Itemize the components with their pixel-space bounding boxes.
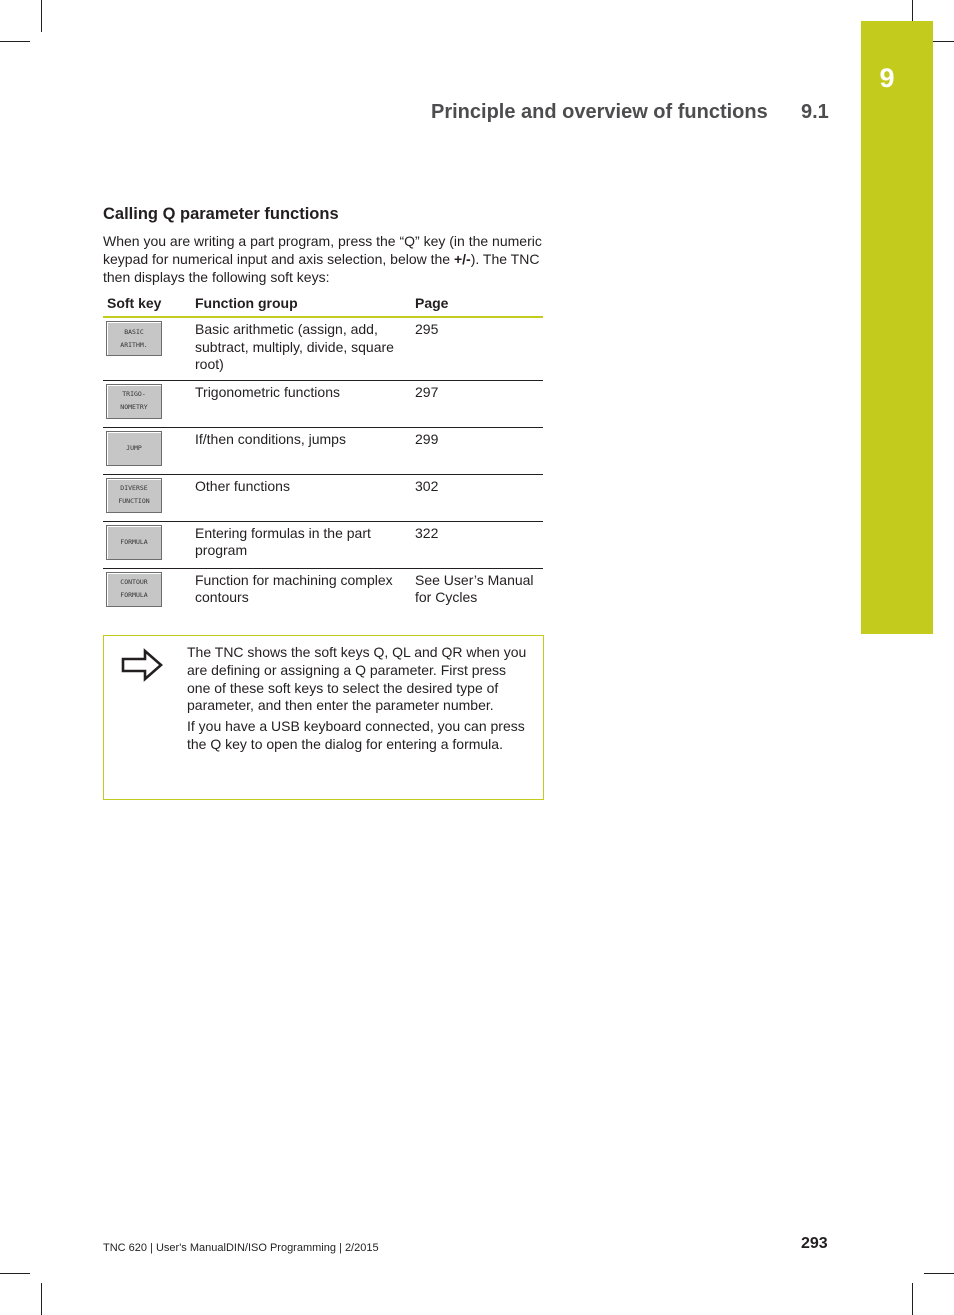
function-group-cell: Entering formulas in the part program <box>191 521 411 568</box>
softkey-table <box>103 293 543 638</box>
running-header-number: 9.1 <box>801 101 829 123</box>
table-row <box>103 380 543 427</box>
softkey-jump: JUMP <box>106 431 162 466</box>
column-header-function-group: Function group <box>191 293 411 317</box>
page-cell: 297 <box>411 380 543 427</box>
table-row <box>103 427 543 474</box>
softkey-contour-formula: CONTOUR FORMULA <box>106 572 162 607</box>
table-row <box>103 474 543 521</box>
table-row <box>103 521 543 568</box>
page-cell: 295 <box>411 317 543 380</box>
page-cell: 302 <box>411 474 543 521</box>
softkey-formula: FORMULA <box>106 525 162 560</box>
crop-mark <box>0 41 30 42</box>
table-row <box>103 568 543 638</box>
crop-mark <box>924 1273 954 1274</box>
intro-text-before: When you are writing a part program, press the “Q” key (in the numeric keypad for numerical input and axis selection, below the <box>103 233 542 267</box>
footer-text: TNC 620 | User's ManualDIN/ISO Programming | 2/2015 <box>103 1242 379 1254</box>
intro-text-after: ). The TNC then displays the following soft keys: <box>103 251 540 285</box>
column-header-soft-key: Soft key <box>103 293 191 317</box>
page-cell: 299 <box>411 427 543 474</box>
page-cell: 322 <box>411 521 543 568</box>
softkey-diverse-function: DIVERSE FUNCTION <box>106 478 162 513</box>
note-paragraph: If you have a USB keyboard connected, you can press the Q key to open the dialog for entering a formula. <box>187 718 525 752</box>
function-group-cell: Trigonometric functions <box>191 380 411 427</box>
intro-paragraph <box>103 232 543 286</box>
table-header-row <box>103 293 543 317</box>
crop-mark <box>41 0 42 32</box>
function-group-cell: Function for machining complex contours <box>195 571 393 605</box>
table-row <box>103 317 543 380</box>
crop-mark <box>41 1283 42 1315</box>
running-header-title: Principle and overview of functions <box>431 101 768 123</box>
chapter-number: 9 <box>879 63 895 93</box>
column-header-page: Page <box>411 293 543 317</box>
note-text <box>187 644 527 757</box>
note-paragraph: The TNC shows the soft keys Q, QL and QR when you are defining or assigning a Q parameter. First press one of these soft keys to select the desired type of parameter, and then enter the parameter number. <box>187 644 527 714</box>
softkey-basic-arithm: BASIC ARITHM. <box>106 321 162 356</box>
function-group-cell: Basic arithmetic (assign, add, subtract, multiply, divide, square root) <box>191 317 411 380</box>
function-group-cell: Other functions <box>191 474 411 521</box>
section-heading: Calling Q parameter functions <box>103 205 339 223</box>
intro-key-label: +/- <box>453 251 471 267</box>
crop-mark <box>912 1283 913 1315</box>
page-cell: See User’s Manual for Cycles <box>415 571 534 605</box>
function-group-cell: If/then conditions, jumps <box>191 427 411 474</box>
crop-mark <box>0 1273 30 1274</box>
crop-mark <box>912 0 913 22</box>
note-box <box>103 635 544 800</box>
right-arrow-icon <box>121 648 163 687</box>
softkey-trigonometry: TRIGO- NOMETRY <box>106 384 162 419</box>
page-number: 293 <box>801 1235 828 1252</box>
chapter-tab <box>861 21 933 634</box>
